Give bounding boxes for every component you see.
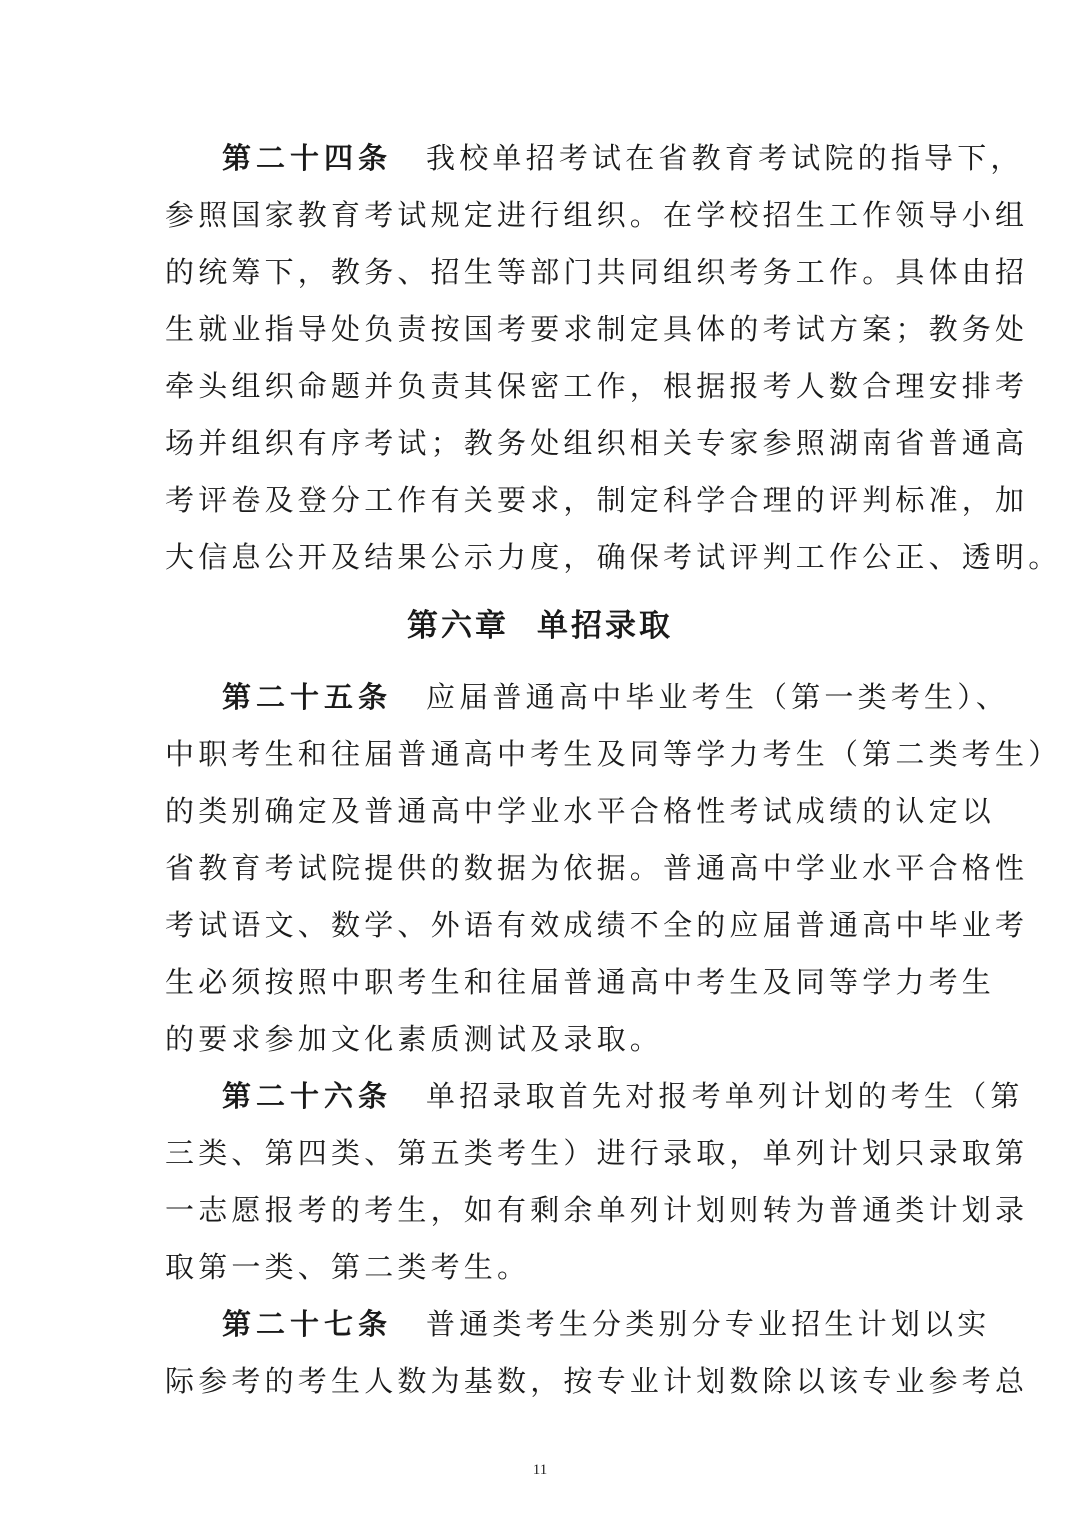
chapter-number: 第六章 — [407, 608, 509, 644]
chapter-heading — [0, 604, 1080, 648]
article-26-line-3: 一志愿报考的考生，如有剩余单列计划则转为普通类计划录 — [165, 1193, 1029, 1227]
article-24-line-3: 的统筹下，教务、招生等部门共同组织考务工作。具体由招 — [165, 255, 1029, 289]
article-27-label: 第二十七条 — [222, 1307, 393, 1341]
article-24-line-1 — [222, 138, 1024, 178]
article-24-line-8: 大信息公开及结果公示力度，确保考试评判工作公正、透明。 — [165, 540, 1062, 574]
article-25-line-4: 省教育考试院提供的数据为依据。普通高中学业水平合格性 — [165, 851, 1029, 885]
article-24-label: 第二十四条 — [222, 141, 393, 175]
article-24-line-2: 参照国家教育考试规定进行组织。在学校招生工作领导小组 — [165, 198, 1029, 232]
article-27-line-1 — [222, 1304, 991, 1344]
article-24-line-5: 牵头组织命题并负责其保密工作，根据报考人数合理安排考 — [165, 369, 1029, 403]
chapter-title: 单招录取 — [537, 608, 673, 644]
article-27-line-2: 际参考的考生人数为基数，按专业计划数除以该专业参考总 — [165, 1364, 1029, 1398]
article-24-line-4: 生就业指导处负责按国考要求制定具体的考试方案；教务处 — [165, 312, 1029, 346]
article-27-text: 普通类考生分类别分专业招生计划以实 — [426, 1307, 991, 1341]
article-25-line-2: 中职考生和往届普通高中考生及同等学力考生（第二类考生） — [165, 737, 1062, 771]
page-number: 11 — [532, 1462, 548, 1478]
article-24-text: 我校单招考试在省教育考试院的指导下， — [426, 141, 1024, 175]
article-25-line-3: 的类别确定及普通高中学业水平合格性考试成绩的认定以 — [165, 794, 996, 828]
article-25-label: 第二十五条 — [222, 680, 393, 714]
article-26-line-1 — [222, 1076, 1024, 1116]
article-25-line-1 — [222, 677, 1010, 717]
article-24-line-7: 考评卷及登分工作有关要求，制定科学合理的评判标准，加 — [165, 483, 1029, 517]
article-24-line-6: 场并组织有序考试；教务处组织相关专家参照湖南省普通高 — [165, 426, 1029, 460]
article-25-line-7: 的要求参加文化素质测试及录取。 — [165, 1022, 664, 1056]
article-26-text: 单招录取首先对报考单列计划的考生（第 — [426, 1079, 1024, 1113]
article-25-line-5: 考试语文、数学、外语有效成绩不全的应届普通高中毕业考 — [165, 908, 1029, 942]
article-26-label: 第二十六条 — [222, 1079, 393, 1113]
article-25-line-6: 生必须按照中职考生和往届普通高中考生及同等学力考生 — [165, 965, 996, 999]
article-25-text: 应届普通高中毕业考生（第一类考生）、 — [426, 680, 1010, 714]
article-26-line-2: 三类、第四类、第五类考生）进行录取，单列计划只录取第 — [165, 1136, 1029, 1170]
article-26-line-4: 取第一类、第二类考生。 — [165, 1250, 531, 1284]
